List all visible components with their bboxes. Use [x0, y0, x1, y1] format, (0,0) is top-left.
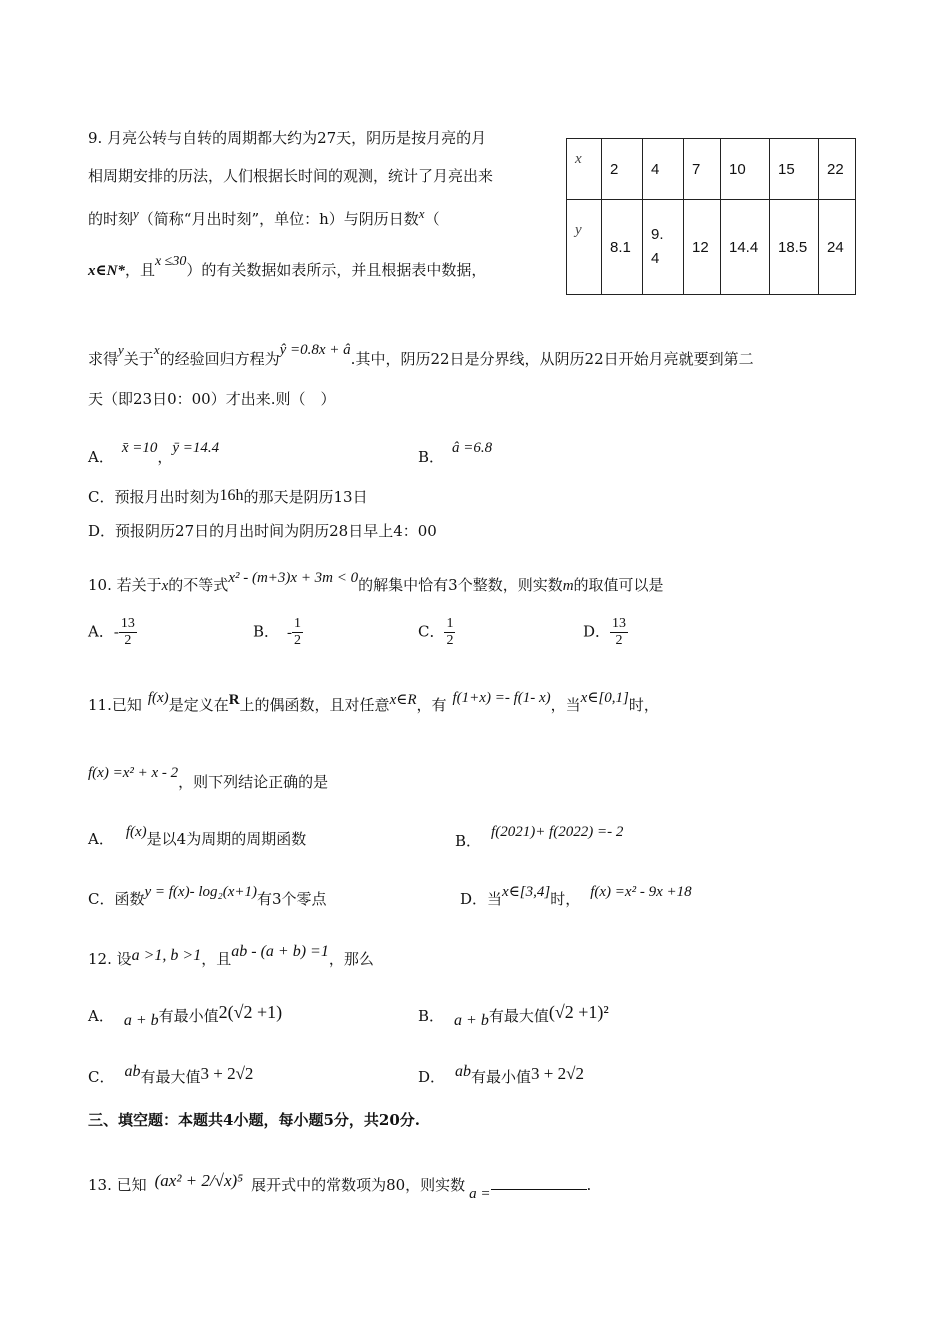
q11-option-a-math: f(x): [125, 824, 147, 840]
q10-text: 的解集中恰有3个整数，则实数: [358, 576, 563, 594]
fraction-numerator: 1: [294, 616, 302, 631]
q12-condition: a >1, b >1: [131, 947, 202, 964]
q11-option-d-math: x∈[3,4]: [502, 884, 551, 900]
q10-option-d: [583, 616, 628, 649]
q10-inequality: x² - (m+3)x + 3m < 0: [228, 570, 359, 586]
q9-option-b: [418, 438, 492, 467]
fraction-denominator: 2: [446, 633, 454, 648]
q9-text: （简称“月出时刻”，单位：h）与阴历日数: [138, 210, 419, 228]
q11-option-a-text: 是以4为周期的周期函数: [146, 830, 307, 848]
q11-stem-2: [88, 763, 328, 792]
q12-option-b: [418, 1002, 609, 1031]
table-cell: 2: [602, 139, 643, 200]
q9-text: ，且: [124, 261, 155, 279]
q12-option-d-text: 有最小值: [471, 1068, 532, 1086]
q9-line-3: [88, 204, 440, 229]
q9-option-a-math: ȳ =14.4: [172, 440, 220, 456]
q9-text: 求得: [88, 350, 119, 368]
q12-option-d: [418, 1062, 584, 1087]
q13-end: .: [586, 1176, 592, 1194]
q9-var-x: x: [418, 206, 425, 221]
option-label: B．: [253, 622, 280, 641]
q12-option-a-math: a + b: [123, 1012, 159, 1029]
table-cell: 22: [819, 139, 856, 200]
q11-text: 上的偶函数，且对任意: [239, 696, 390, 714]
q9-text: ）的有关数据如表所示，并且根据表中数据，: [186, 261, 487, 279]
table-cell: 4: [643, 139, 684, 200]
q11-option-d-text: 时，: [550, 890, 581, 908]
q11-text: 11.已知: [88, 696, 142, 714]
q10-text: 的取值可以是: [573, 576, 664, 594]
table-cell: 8.1: [602, 200, 643, 295]
q13-stem: [88, 1171, 591, 1204]
q9-line-6: 天（即23日0：00）才出来.则（ ）: [88, 390, 336, 408]
option-label: B．: [418, 448, 445, 466]
q11-fx: f(x): [147, 690, 169, 706]
q10-option-b: [253, 616, 303, 649]
fraction-numerator: 13: [120, 616, 135, 631]
q10-var-m: m: [562, 578, 574, 594]
q9-data-table: [566, 138, 856, 295]
option-label: A．: [88, 448, 114, 466]
table-row-y: [567, 200, 856, 295]
q11-definition: f(x) =x² + x - 2: [88, 765, 179, 781]
q12-option-d-math: ab: [455, 1063, 472, 1080]
q11-x-in-r: x∈R: [389, 692, 417, 708]
option-label: D．: [583, 622, 611, 641]
q9-option-a: [88, 438, 219, 467]
q9-line-1: 9. 月亮公转与自转的周期都大约为27天，阴历是按月亮的月: [88, 129, 487, 147]
q12-option-c-text: 有最大值: [140, 1068, 201, 1086]
q12-text: ，且: [201, 950, 232, 968]
q9-option-a-sep: ，: [157, 448, 173, 466]
q11-text: 时，: [628, 696, 659, 714]
q11-stem: [88, 688, 659, 715]
table-cell: 9. 4: [643, 200, 684, 295]
q9-var-x: x: [153, 342, 160, 357]
table-row-x: [567, 139, 856, 200]
table-cell: 10: [721, 139, 770, 200]
q12-option-c-math: 3 + 2√2: [200, 1064, 254, 1083]
q12-option-d-math: 3 + 2√2: [531, 1064, 584, 1083]
q9-text: .其中，阴历22日是分界线，从阴历22日开始月亮就要到第二: [350, 350, 754, 368]
q9-option-c-math: 16h: [219, 487, 244, 504]
table-cell: 18.5: [770, 200, 819, 295]
table-cell: 12: [684, 200, 721, 295]
q11-text: ，有: [416, 696, 447, 714]
q9-option-c-text: C．预报月出时刻为: [88, 488, 220, 506]
q11-option-c-label: C．函数: [88, 890, 145, 908]
fraction-denominator: 2: [615, 633, 623, 648]
q11-option-d-math: f(x) =x² - 9x +18: [590, 884, 692, 900]
option-label: D．: [418, 1068, 446, 1086]
q12-option-c-math: ab: [124, 1063, 141, 1080]
fraction-denominator: 2: [124, 633, 132, 648]
answer-blank[interactable]: [491, 1175, 587, 1190]
fraction-numerator: 13: [612, 616, 627, 631]
q12-text: 12. 设: [88, 950, 132, 968]
q11-text: ，则下列结论正确的是: [178, 773, 329, 791]
table-cell: 15: [770, 139, 819, 200]
q11-option-d: [460, 882, 692, 909]
q11-option-c-math: y = f(x)- log₂(x+1): [144, 884, 257, 900]
fraction-numerator: 1: [446, 616, 454, 631]
q11-option-b: [455, 822, 623, 851]
q13-expression: (ax² + 2/√x)⁵: [154, 1171, 244, 1190]
q11-text: 是定义在: [168, 696, 229, 714]
q9-text: 关于: [123, 350, 154, 368]
table-cell: 7: [684, 139, 721, 200]
q12-option-b-math: a + b: [454, 1012, 489, 1029]
q9-option-b-math: â =6.8: [452, 440, 493, 456]
q9-cond-natural: x∈N*: [88, 263, 125, 279]
fraction: [292, 616, 303, 649]
table-header-y: y: [567, 200, 602, 295]
q9-line-4: [88, 252, 486, 281]
q10-text: 的不等式: [168, 576, 229, 594]
q11-option-b-math: f(2021)+ f(2022) =- 2: [491, 824, 624, 840]
option-label: C．: [418, 622, 445, 641]
q11-real-set: R: [228, 692, 240, 708]
q10-option-c: [418, 616, 455, 649]
option-label: B．: [418, 1007, 445, 1025]
fraction-denominator: 2: [294, 633, 302, 648]
option-label: C．: [88, 1068, 115, 1086]
q13-text: 13. 已知: [88, 1176, 147, 1194]
q9-option-c-text: 的那天是阴历13日: [243, 488, 368, 506]
q12-option-a-text: 有最小值: [158, 1007, 219, 1025]
q11-option-d-label: D．当: [460, 890, 503, 908]
q13-text: 展开式中的常数项为80，则实数: [251, 1176, 466, 1194]
q11-option-a: [88, 822, 306, 849]
q9-var-y: y: [118, 342, 124, 357]
q11-text: ，当: [550, 696, 581, 714]
q9-cond-le30: x ≤30: [154, 254, 187, 269]
q10-text: 10. 若关于: [88, 576, 162, 594]
q13-var-a: a =: [469, 1186, 491, 1202]
q9-line-2: 相周期安排的历法，人们根据长时间的观测，统计了月亮出来: [88, 167, 494, 185]
q12-option-b-text: 有最大值: [488, 1007, 549, 1025]
q9-option-a-math: x̄ =10: [121, 440, 158, 456]
q11-relation: f(1+x) =- f(1- x): [452, 690, 551, 706]
q9-text: （: [424, 210, 440, 228]
option-label: B．: [455, 832, 482, 850]
q12-condition: ab - (a + b) =1: [231, 943, 329, 960]
q11-option-c: [88, 882, 327, 909]
fraction: [444, 616, 455, 649]
q12-option-a-math: 2(√2 +1): [218, 1002, 283, 1022]
q9-option-d: D．预报阴历27日的月出时间为阴历28日早上4：00: [88, 522, 437, 540]
q9-text: 的时刻: [88, 210, 134, 228]
q10-stem: [88, 568, 664, 596]
table-cell: 24: [819, 200, 856, 295]
q9-option-c: [88, 486, 368, 507]
q12-option-a: [88, 1002, 282, 1031]
option-label: A．: [88, 830, 114, 848]
fraction: [610, 616, 628, 649]
q9-line-5: [88, 340, 754, 369]
q9-text: 的经验回归方程为: [159, 350, 280, 368]
q11-option-c-text: 有3个零点: [256, 890, 327, 908]
q12-option-b-math: (√2 +1)²: [548, 1002, 609, 1022]
section-heading: 三、填空题：本题共4小题，每小题5分，共20分.: [88, 1111, 420, 1129]
q12-text: ，那么: [328, 950, 374, 968]
option-label: A．: [88, 1007, 114, 1025]
q10-option-a: [88, 616, 137, 649]
option-label: A．: [88, 622, 114, 641]
table-header-x: x: [567, 139, 602, 200]
q12-option-c: [88, 1062, 253, 1087]
q11-interval: x∈[0,1]: [580, 690, 629, 706]
fraction: [119, 616, 137, 649]
q9-var-y: y: [133, 206, 139, 221]
q10-var-x: x: [161, 578, 169, 594]
q12-stem: [88, 942, 374, 969]
table-cell: 14.4: [721, 200, 770, 295]
option-sign: -: [113, 624, 119, 641]
option-sign: -: [287, 624, 293, 641]
q9-regression-equation: ŷ =0.8x + â: [279, 342, 351, 358]
